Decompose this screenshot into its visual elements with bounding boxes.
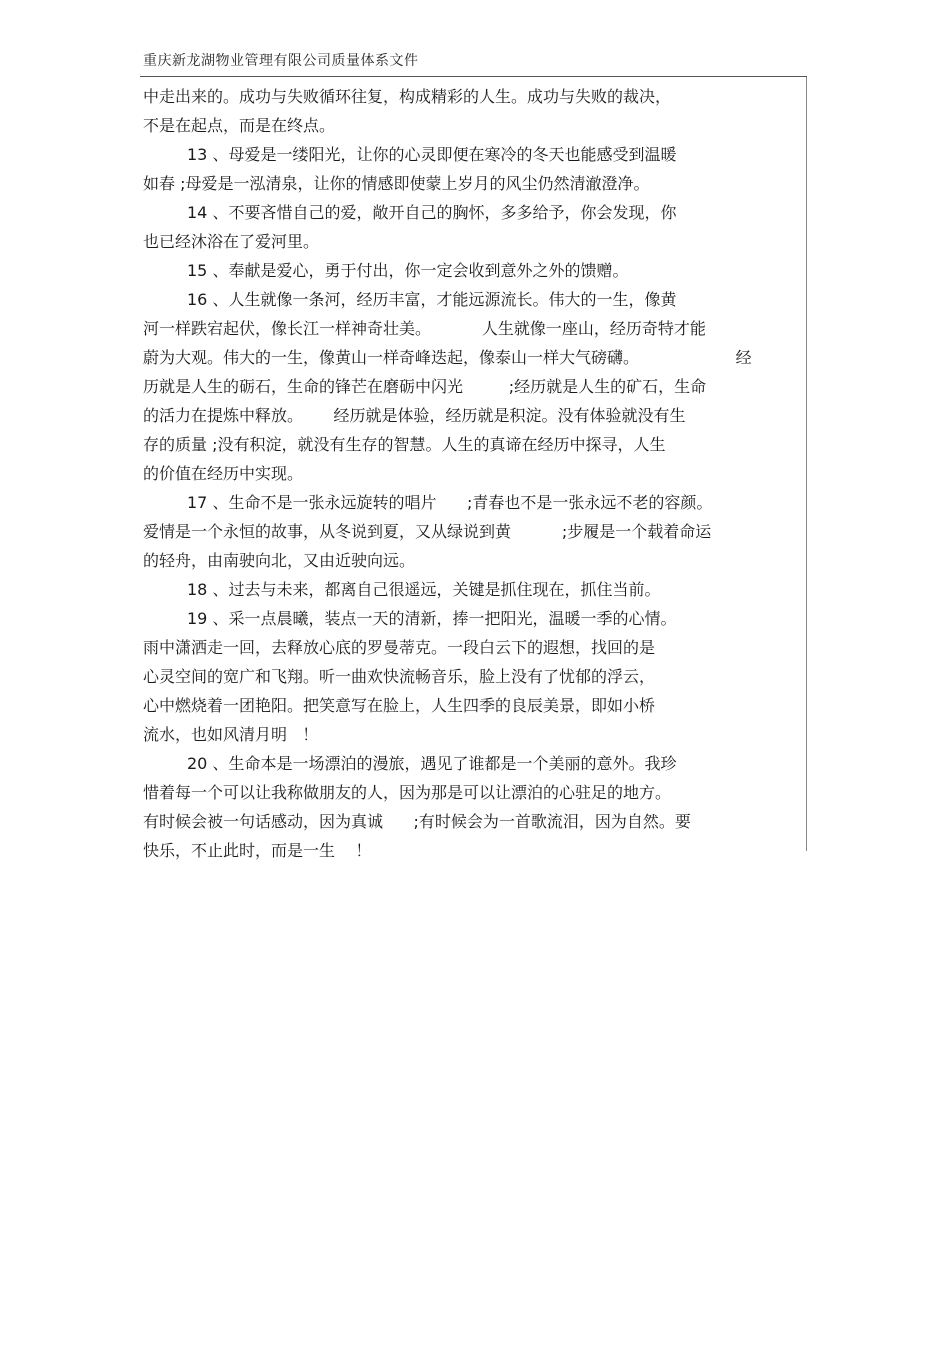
text-line: 16 、人生就像一条河，经历丰富，才能远源流长。伟大的一生，像黄 <box>187 290 677 309</box>
text-line: 不是在起点，而是在终点。 <box>143 116 336 135</box>
text-line: 17 、生命不是一张永远旋转的唱片 ;青春也不是一张永远不老的容颜。 <box>187 493 713 512</box>
text-line: 快乐，不止此时，而是一生 ！ <box>143 841 372 860</box>
text-line: 13 、母爱是一缕阳光，让你的心灵即便在寒冷的冬天也能感受到温暖 <box>187 145 677 164</box>
text-line: 如春 ;母爱是一泓清泉，让你的情感即使蒙上岁月的风尘仍然清澈澄净。 <box>143 174 650 193</box>
text-line: 爱情是一个永恒的故事，从冬说到夏，又从绿说到黄 ;步履是一个载着命运 <box>143 522 712 541</box>
text-line: 存的质量 ;没有积淀，就没有生存的智慧。人生的真谛在经历中探寻，人生 <box>143 435 666 454</box>
text-line: 15 、奉献是爱心，勇于付出，你一定会收到意外之外的馈赠。 <box>187 261 629 280</box>
document-header: 重庆新龙湖物业管理有限公司质量体系文件 <box>143 53 419 69</box>
text-line: 19 、采一点晨曦，装点一天的清新，捧一把阳光，温暖一季的心情。 <box>187 609 677 628</box>
text-line: 14 、不要吝惜自己的爱，敞开自己的胸怀，多多给予，你会发现，你 <box>187 203 677 222</box>
text-line: 心中燃烧着一团艳阳。把笑意写在脸上，人生四季的良辰美景，即如小桥 <box>143 696 656 715</box>
text-line: 的轻舟，由南驶向北，又由近驶向远。 <box>143 551 416 570</box>
text-line: 的价值在经历中实现。 <box>143 464 304 483</box>
header-divider <box>140 76 807 77</box>
document-body <box>143 82 813 865</box>
text-line: 历就是人生的砺石，生命的锋芒在磨砺中闪光 ;经历就是人生的矿石，生命 <box>143 377 707 396</box>
text-line: 蔚为大观。伟大的一生，像黄山一样奇峰迭起，像泰山一样大气磅礴。 经 <box>143 348 752 367</box>
text-line: 河一样跌宕起伏，像长江一样神奇壮美。 人生就像一座山，经历奇特才能 <box>143 319 706 338</box>
text-line: 惜着每一个可以让我称做朋友的人，因为那是可以让漂泊的心驻足的地方。 <box>143 783 672 802</box>
text-line: 心灵空间的宽广和飞翔。听一曲欢快流畅音乐，脸上没有了忧郁的浮云， <box>143 667 656 686</box>
text-line: 也已经沐浴在了爱河里。 <box>143 232 320 251</box>
text-line: 20 、生命本是一场漂泊的漫旅，遇见了谁都是一个美丽的意外。我珍 <box>187 754 677 773</box>
text-line: 中走出来的。成功与失败循环往复，构成精彩的人生。成功与失败的裁决， <box>143 87 672 106</box>
text-line: 流水，也如风清月明 ！ <box>143 725 319 744</box>
text-line: 雨中潇洒走一回，去释放心底的罗曼蒂克。一段白云下的遐想，找回的是 <box>143 638 656 657</box>
text-line: 的活力在提炼中释放。 经历就是体验，经历就是积淀。没有体验就没有生 <box>143 406 686 425</box>
text-line: 18 、过去与未来，都离自己很遥远，关键是抓住现在，抓住当前。 <box>187 580 661 599</box>
text-line: 有时候会被一句话感动，因为真诚 ;有时候会为一首歌流泪，因为自然。要 <box>143 812 691 831</box>
